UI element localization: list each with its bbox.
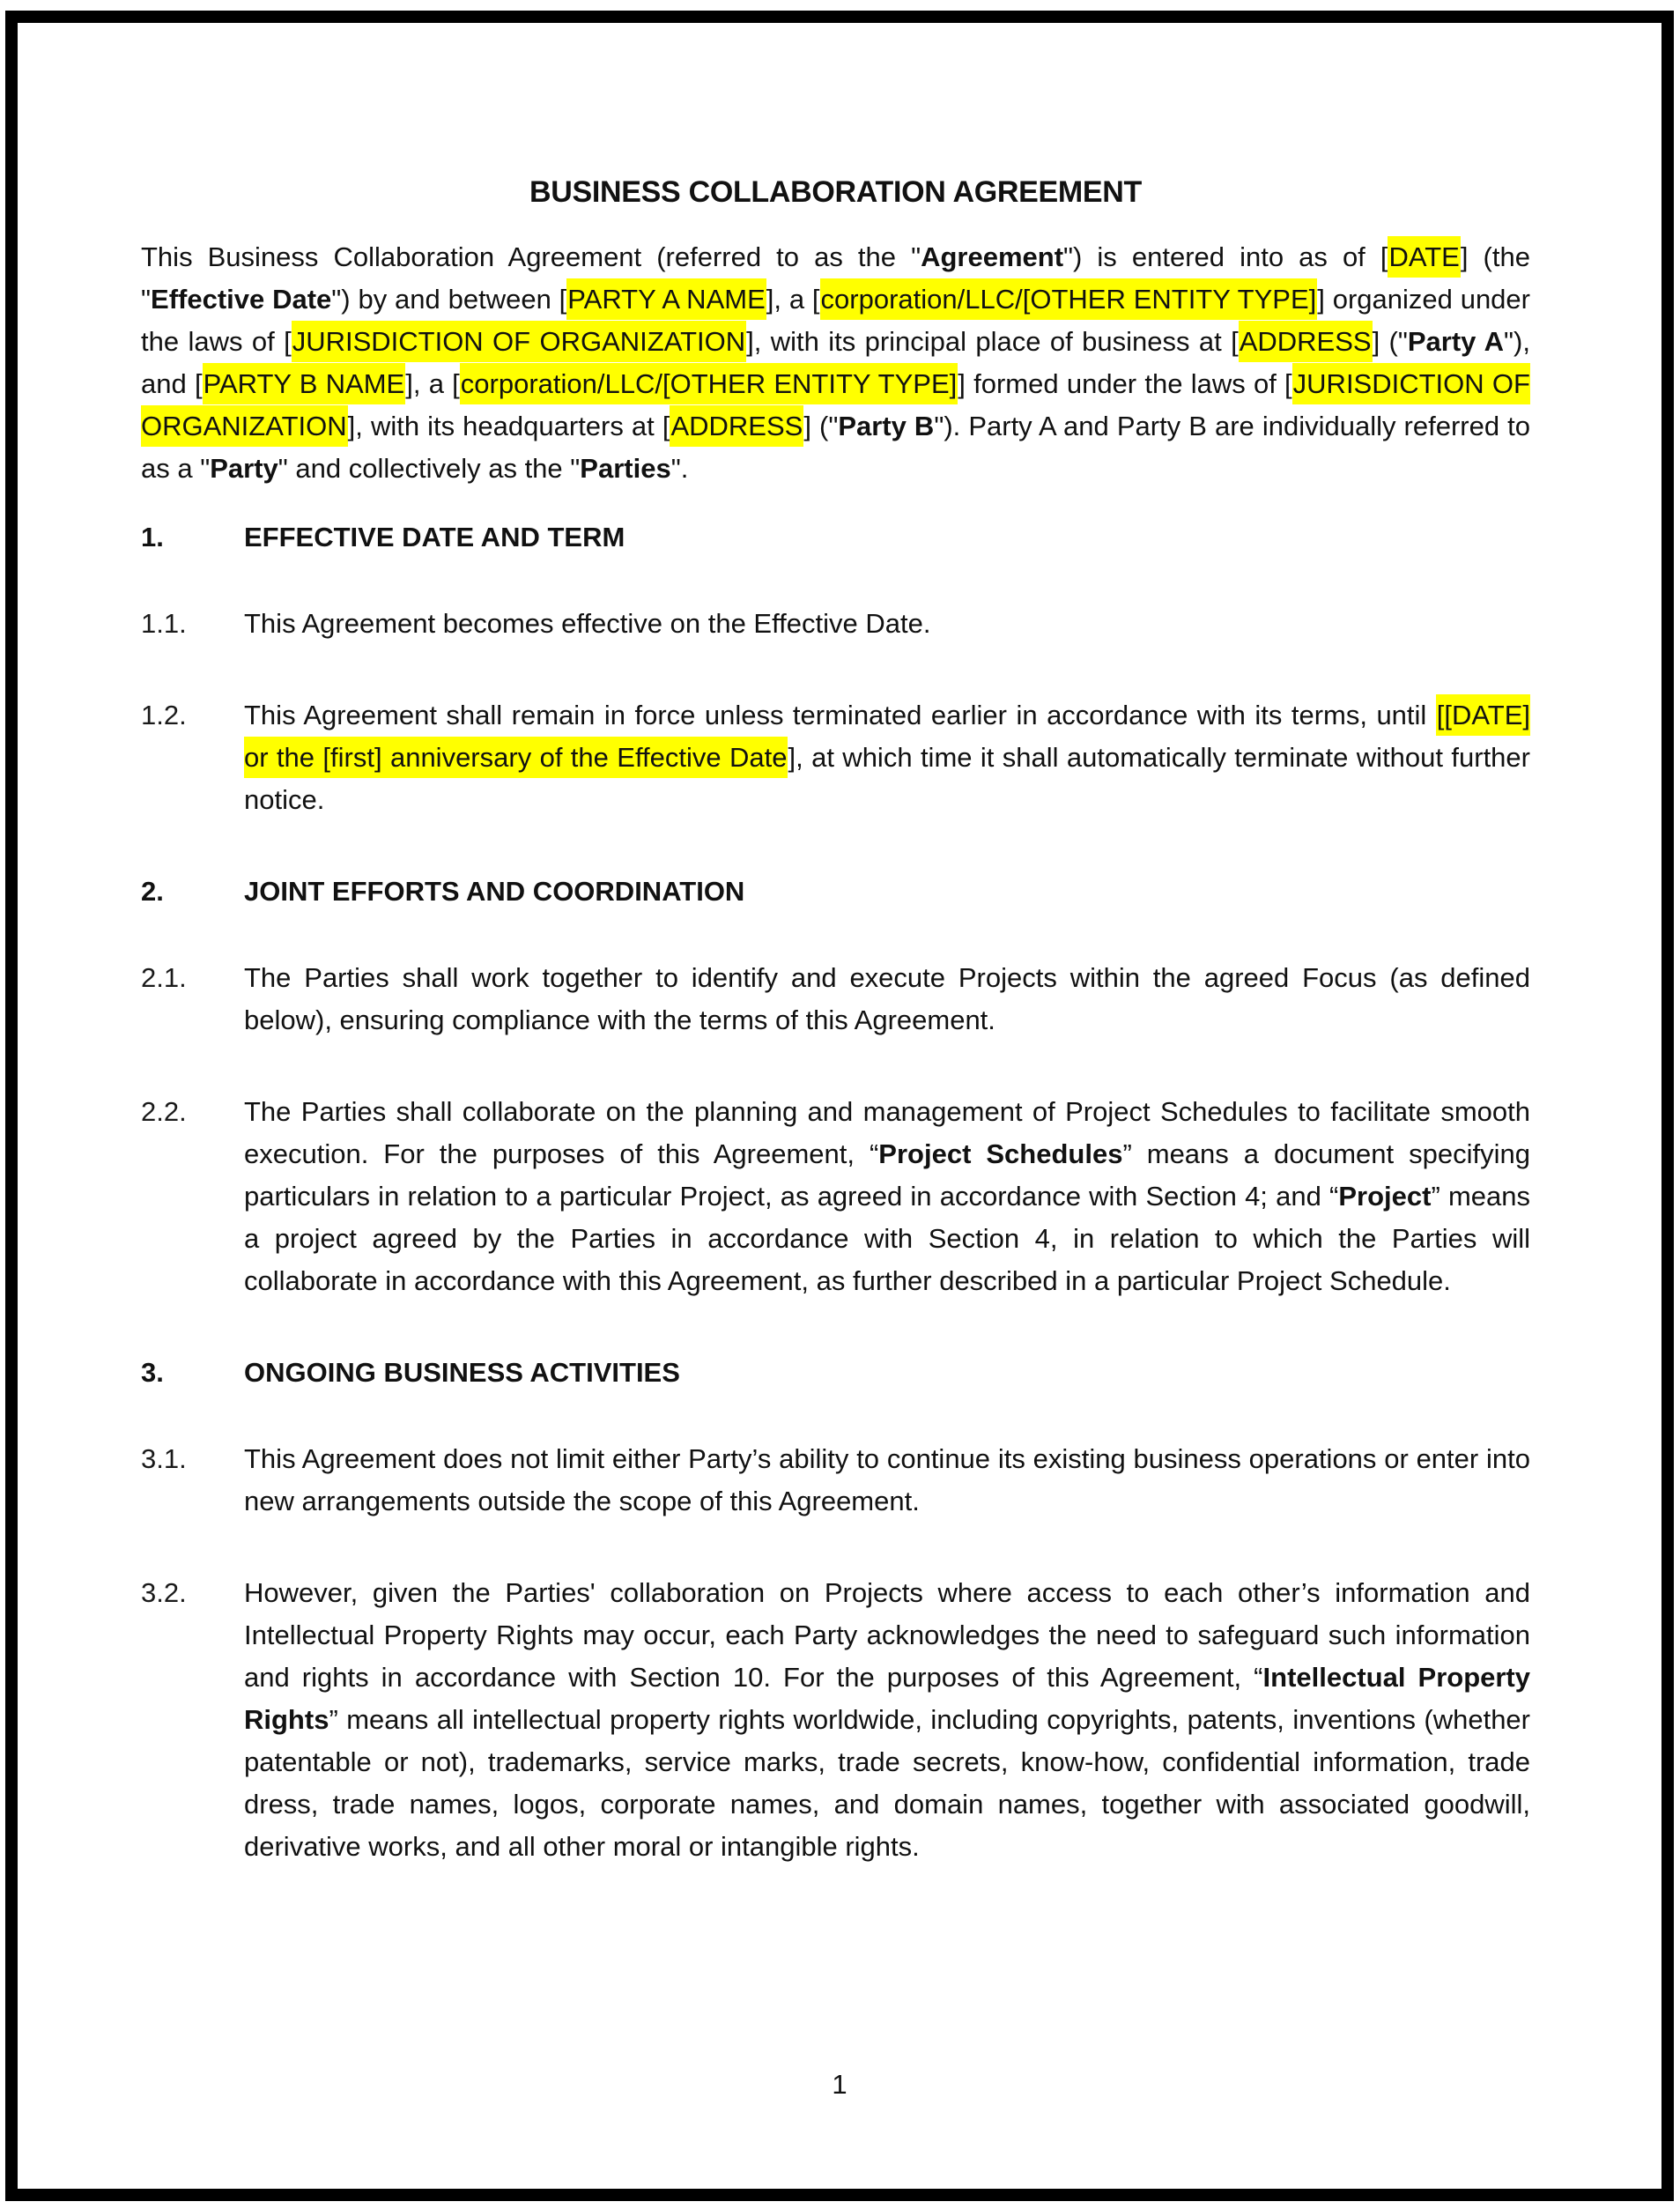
text-run: ” means a document specifying particulars in relation to a particular Project, as agreed in accordance with Section 4; and “ [244, 1138, 1530, 1212]
clause-number: 1.2. [141, 700, 187, 730]
clause-number: 1.1. [141, 608, 187, 639]
highlighted-placeholder: JURISDICTION OF ORGANIZATION [292, 321, 746, 362]
text-run: ” means a project agreed by the Parties in accordance with Section 4, in relation to which the Parties will collaborate in accordance with this Agreement, as further described in a particular Project Schedule. [244, 1181, 1531, 1296]
clause-text [244, 1438, 1530, 1523]
clause-number: 3.2. [141, 1577, 187, 1608]
text-run: ") is entered into as of [ [1063, 241, 1388, 272]
text-run: ], a [ [766, 284, 820, 315]
text-run: The Parties shall collaborate on the planning and management of Project Schedules to facilitate smooth execution. For the purposes of this Agreement, “ [244, 1096, 1530, 1169]
bold-text: Project [1338, 1181, 1432, 1212]
highlighted-placeholder: JURISDICTION OF ORGANIZATION [141, 363, 1530, 447]
document-page [18, 23, 1661, 2189]
section-effective-date-and-term [141, 516, 1530, 821]
text-run: ] (the " [141, 241, 1530, 315]
highlighted-placeholder: corporation/LLC/[OTHER ENTITY TYPE] [460, 363, 958, 404]
text-run: "). Party A and Party B are individually referred to as a " [141, 411, 1530, 484]
clause-number: 2.2. [141, 1096, 187, 1127]
document-title: BUSINESS COLLABORATION AGREEMENT [529, 175, 1142, 209]
section-heading-text: EFFECTIVE DATE AND TERM [244, 522, 625, 552]
section-joint-efforts-and-coordination [141, 871, 1530, 1302]
clause-number: 3.1. [141, 1443, 187, 1474]
section-heading-text: ONGOING BUSINESS ACTIVITIES [244, 1357, 680, 1388]
text-run: ] formed under the laws of [ [958, 368, 1292, 399]
bold-text: Project Schedules [878, 1138, 1123, 1169]
text-run: ] organized under the laws of [ [141, 284, 1530, 357]
text-run: ” means all intellectual property rights worldwide, including copyrights, patents, inventions (whether patentable or not), trademarks, service marks, trade secrets, know-how, confidential information, trade dress, trade names, logos, corporate names, and domain names, together with associated goodwill, derivative works, and all other moral or intangible rights. [244, 1704, 1530, 1862]
clause-item [141, 603, 1530, 645]
text-run: This Business Collaboration Agreement (referred to as the " [141, 241, 921, 272]
text-run: ] (" [1372, 326, 1408, 357]
clause-text [244, 1091, 1530, 1302]
text-run: ] (" [803, 411, 839, 441]
highlighted-placeholder: corporation/LLC/[OTHER ENTITY TYPE] [820, 278, 1318, 320]
bold-text: Party B [838, 411, 935, 441]
highlighted-placeholder: PARTY B NAME [203, 363, 406, 404]
clause-item [141, 1572, 1530, 1868]
highlighted-placeholder: ADDRESS [1239, 321, 1373, 362]
text-run: ], with its headquarters at [ [347, 411, 670, 441]
page-number: 1 [832, 2069, 847, 2100]
text-run: ], at which time it shall automatically terminate without further notice. [244, 742, 1530, 815]
clause-text [244, 1572, 1530, 1868]
bold-text: Agreement [921, 241, 1064, 272]
section-heading [141, 871, 1530, 913]
highlighted-placeholder: DATE [1388, 236, 1460, 278]
text-run: This Agreement shall remain in force unless terminated earlier in accordance with its terms, until [244, 700, 1436, 730]
bold-text: Effective Date [151, 284, 332, 315]
section-heading [141, 1352, 1530, 1394]
text-run: The Parties shall work together to identify and execute Projects within the agreed Focus (as defined below), ensuring compliance with the terms of this Agreement. [244, 962, 1530, 1035]
text-run: ], a [ [405, 368, 460, 399]
highlighted-placeholder: PARTY A NAME [566, 278, 766, 320]
text-run: This Agreement does not limit either Party’s ability to continue its existing business operations or enter into new arrangements outside the scope of this Agreement. [244, 1443, 1530, 1516]
highlighted-placeholder: [[DATE] or the [first] anniversary of the Effective Date [244, 694, 1530, 778]
text-run: ". [670, 453, 689, 484]
bold-text: Intellectual Property Rights [244, 1662, 1530, 1735]
clause-number: 2.1. [141, 962, 187, 993]
intro-paragraph [141, 236, 1530, 490]
section-ongoing-business-activities [141, 1352, 1530, 1868]
text-run: This Agreement becomes effective on the Effective Date. [244, 608, 931, 639]
text-run: ], with its principal place of business at [ [746, 326, 1239, 357]
clause-text [244, 957, 1530, 1041]
text-run: However, given the Parties' collaboration on Projects where access to each other’s information and Intellectual Property Rights may occur, each Party acknowledges the need to safeguard such information and rights in accordance with Section 10. For the purposes of this Agreement, “ [244, 1577, 1530, 1693]
section-number: 1. [141, 522, 164, 552]
bold-text: Party A [1407, 326, 1505, 357]
section-number: 3. [141, 1357, 164, 1388]
text-run: ") by and between [ [331, 284, 567, 315]
section-heading [141, 516, 1530, 559]
text-run: " and collectively as the " [278, 453, 581, 484]
text-run: "), and [ [141, 326, 1530, 399]
clause-item [141, 694, 1530, 821]
section-heading-text: JOINT EFFORTS AND COORDINATION [244, 876, 745, 907]
clause-text [244, 603, 1530, 645]
bold-text: Party [210, 453, 278, 484]
clause-text [244, 694, 1530, 821]
section-number: 2. [141, 876, 164, 907]
clause-item [141, 1438, 1530, 1523]
clause-item [141, 1091, 1530, 1302]
page-border [5, 11, 1674, 2201]
bold-text: Parties [580, 453, 671, 484]
clause-item [141, 957, 1530, 1041]
highlighted-placeholder: ADDRESS [670, 405, 803, 447]
